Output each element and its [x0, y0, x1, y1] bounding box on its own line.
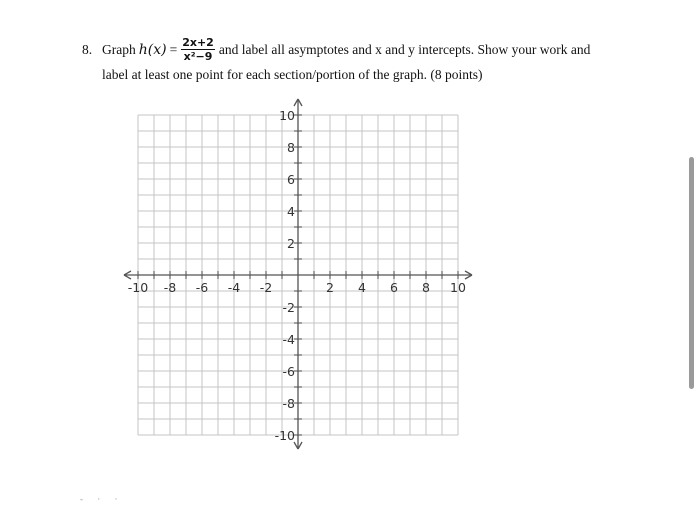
fraction-numerator: 2x+2: [182, 36, 214, 49]
scrollbar[interactable]: [689, 157, 694, 389]
question-number: 8.: [82, 41, 93, 57]
axes: [124, 99, 472, 449]
x-tick-label: -6: [195, 280, 209, 295]
y-tick-label: -8: [282, 396, 295, 411]
question-line1-rest: and label all asymptotes and x and y intercepts. Show your work and: [218, 41, 591, 57]
x-tick-label: -8: [163, 280, 177, 295]
question-verb: Graph: [102, 41, 136, 57]
fraction-denominator: x²−9: [183, 50, 213, 63]
x-tick-label: 4: [358, 280, 366, 295]
y-tick-label: -10: [274, 428, 295, 443]
function-name: h(x): [138, 41, 167, 58]
x-tick-label: -4: [227, 280, 241, 295]
x-tick-label: 2: [326, 280, 334, 295]
y-tick-label: -2: [282, 300, 295, 315]
y-tick-label: -6: [282, 364, 295, 379]
y-tick-label: 4: [287, 204, 295, 219]
stray-marks: - · ·: [80, 494, 124, 504]
x-tick-label: -10: [127, 280, 149, 295]
x-tick-label: 8: [422, 280, 430, 295]
x-tick-label: -2: [259, 280, 273, 295]
y-tick-label: -4: [282, 332, 295, 347]
y-tick-label: 8: [287, 140, 295, 155]
y-tick-label: 2: [287, 236, 295, 251]
y-tick-label: 10: [279, 108, 295, 123]
x-tick-label: 6: [390, 280, 398, 295]
x-tick-label: 10: [450, 280, 466, 295]
y-tick-label: 6: [287, 172, 295, 187]
question-line2: label at least one point for each section/portion of the graph. (8 points): [102, 67, 483, 82]
equals-sign: =: [169, 41, 178, 57]
